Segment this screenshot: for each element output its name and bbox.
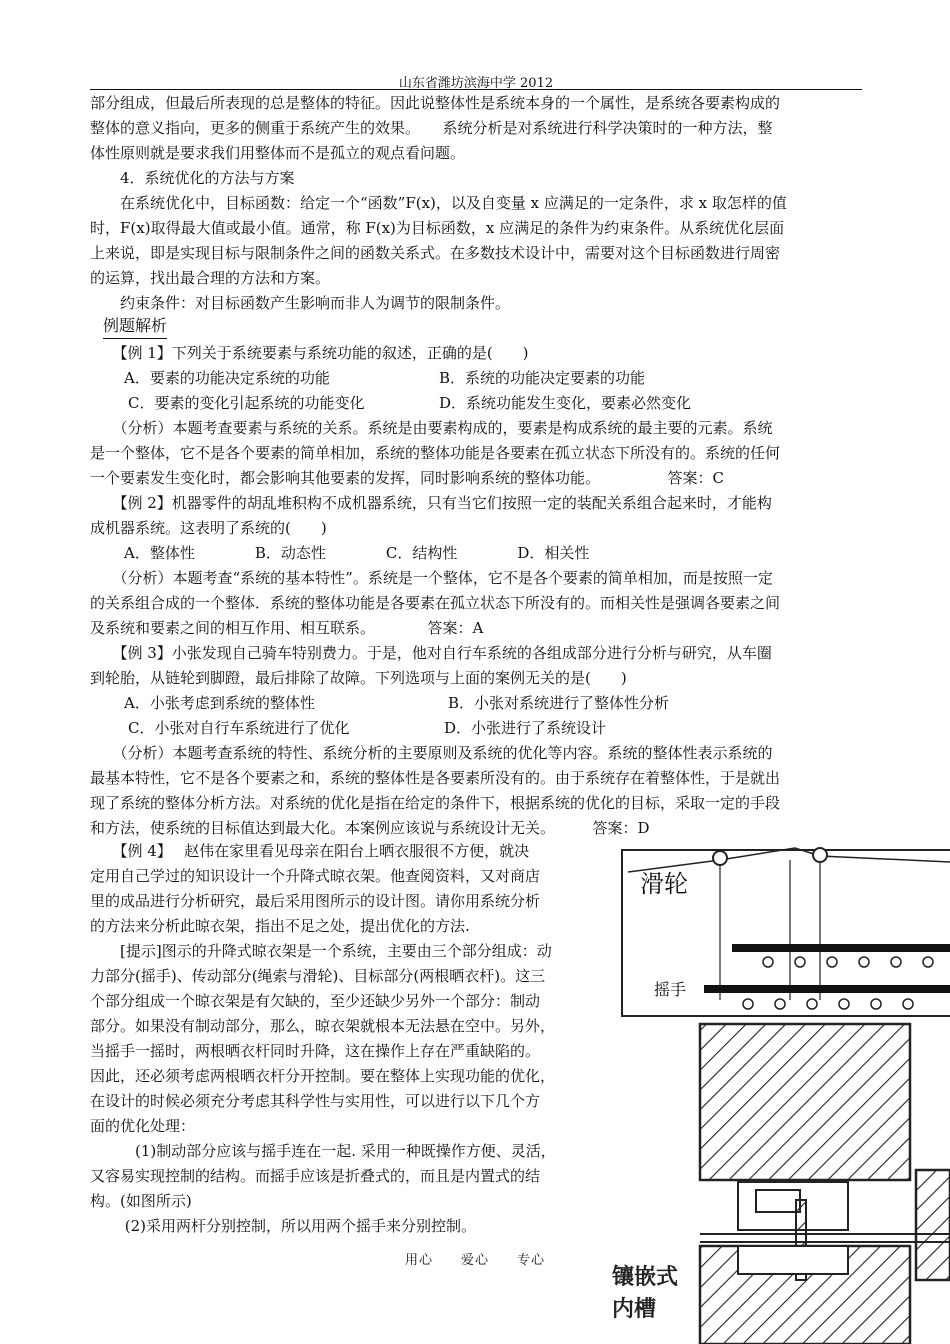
examples-heading: 例题解析	[103, 315, 167, 339]
example-3-option-c: C．小张对自行车系统进行了优化	[128, 719, 350, 737]
point-line: (2)采用两杆分别控制，所以用两个摇手来分别控制。	[90, 1217, 477, 1235]
section-4-line: 时，F(x)取得最大值或最小值。通常，称 F(x)为目标函数，x 应满足的条件为约束条件。从系统优化层面	[90, 219, 785, 237]
hanger-ring-icon	[807, 999, 817, 1009]
analysis-line: （分析）本题考查要素与系统的关系。系统是由要素构成的，要素是构成系统的最主要的元素。系统	[90, 419, 773, 437]
hint-line: 当摇手一摇时，两根晒衣杆同时升降，这在操作上存在严重缺陷的。	[90, 1042, 541, 1060]
section-4-line: 约束条件：对目标函数产生影响而非人为调节的限制条件。	[90, 294, 511, 312]
analysis-line: 是一个整体，它不是各个要素的简单相加，系统的整体功能是各要素在孤立状态下所没有的。系统的任何	[90, 444, 781, 462]
hanger-ring-icon	[795, 957, 805, 967]
example-3-analysis	[90, 741, 862, 841]
section-4-line: 上来说，即是实现目标与限制条件之间的函数关系式。在多数技术设计中，需要对这个目标函数进行周密	[90, 244, 781, 262]
section-4-line: 在系统优化中，目标函数：给定一个“函数”F(x)，以及自变量 x 应满足的一定条件，求 x 取怎样的值	[90, 194, 787, 212]
hint-line: 面的优化处理：	[90, 1117, 196, 1135]
example-2-analysis	[90, 566, 862, 641]
hanger-ring-icon	[871, 999, 881, 1009]
section-4-title: 4．系统优化的方法与方案	[90, 169, 295, 187]
analysis-line: （分析）本题考查“系统的基本特性”。系统是一个整体，它不是各个要素的简单相加，而是按照一定	[90, 569, 773, 587]
pulley-icon	[813, 848, 827, 862]
groove-label-line: 内槽	[612, 1297, 657, 1322]
question-line: 定用自己学过的知识设计一个升降式晾衣架。他查阅资料，又对商店	[90, 867, 541, 885]
analysis-line: 及系统和要素之间的相互作用、相互联系。 答案：A	[90, 619, 484, 637]
header-rule	[90, 89, 862, 90]
example-3-option-b: B．小张对系统进行了整体性分析	[448, 694, 670, 712]
question-line: 的方法来分析此晾衣架，指出不足之处，提出优化的方法.	[90, 917, 470, 935]
page-header: 山东省潍坊滨海中学 2012	[398, 76, 554, 91]
example-4-question	[90, 839, 604, 939]
groove-insert	[756, 1190, 800, 1212]
analysis-line: 一个要素发生变化时，都会影响其他要素的发挥，同时影响系统的整体功能。 答案：C	[90, 469, 724, 487]
hanger-ring-icon	[743, 999, 753, 1009]
hint-line: [提示]图示的升降式晾衣架是一个系统，主要由三个部分组成：动	[90, 942, 552, 960]
example-4-points	[90, 1139, 604, 1239]
intro-line: 体性原则就是要求我们用整体而不是孤立的观点看问题。	[90, 144, 466, 162]
example-1-question: 【例 1】下列关于系统要素与系统功能的叙述，正确的是( )	[90, 344, 529, 362]
hanger-ring-icon	[923, 957, 933, 967]
example-3-option-d: D．小张进行了系统设计	[444, 719, 607, 737]
analysis-line: 现了系统的整体分析方法。对系统的优化是指在给定的条件下，根据系统的优化的目标，采取一定的手段	[90, 794, 781, 812]
example-1-option-c: C．要素的变化引起系统的功能变化	[128, 394, 365, 412]
analysis-line: 最基本特性，它不是各个要素之和，系统的整体性是各要素所没有的。由于系统存在着整体性，于是就出	[90, 769, 781, 787]
drying-pole	[732, 944, 950, 952]
groove-label-box	[612, 1262, 698, 1342]
hint-line: 在设计的时候必须充分考虑其科学性与实用性，可以进行以下几个方	[90, 1092, 541, 1110]
analysis-line: 和方法，使系统的目标值达到最大化。本案例应该说与系统设计无关。 答案：D	[90, 819, 650, 837]
point-line: (1)制动部分应该与摇手连在一起. 采用一种既操作方便、灵活，	[90, 1142, 556, 1160]
example-1-option-a: A．要素的功能决定系统的功能	[124, 369, 330, 387]
hint-line: 力部分(摇手)、传动部分(绳索与滑轮)、目标部分(两根晒衣杆)。这三	[90, 967, 546, 985]
hanger-ring-icon	[763, 957, 773, 967]
section-4	[90, 166, 862, 316]
crank-label: 摇手	[654, 980, 687, 999]
example-1-option-d: D．系统功能发生变化，要素必然变化	[439, 394, 692, 412]
example-3-question	[90, 641, 862, 691]
hint-line: 部分。如果没有制动部分，那么，晾衣架就根本无法悬在空中。另外，	[90, 1017, 556, 1035]
example-3-option-a: A．小张考虑到系统的整体性	[124, 694, 315, 712]
hanger-ring-icon	[839, 999, 849, 1009]
intro-line: 部分组成，但最后所表现的总是整体的特征。因此说整体性是系统本身的一个属性，是系统各要素构成的	[90, 94, 781, 112]
hanger-ring-icon	[827, 957, 837, 967]
question-line: 成机器系统。这表明了系统的( )	[90, 519, 327, 537]
hanger-ring-icon	[891, 957, 901, 967]
pulley-icon	[713, 851, 727, 865]
question-line: 里的成品进行分析研究，最后采用图所示的设计图。请你用系统分析	[90, 892, 541, 910]
hanger-ring-icon	[859, 957, 869, 967]
page-footer: 用心 爱心 专心	[404, 1253, 545, 1268]
analysis-line: （分析）本题考查系统的特性、系统分析的主要原则及系统的优化等内容。系统的整体性表示系统的	[90, 744, 773, 762]
analysis-line: 的关系组合成的一个整体．系统的整体功能是各要素在孤立状态下所没有的。而相关性是强调各要素之间	[90, 594, 781, 612]
drying-pole	[704, 985, 950, 993]
hanger-ring-icon	[775, 999, 785, 1009]
question-line: 【例 4】 赵伟在家里看见母亲在阳台上晒衣服很不方便，就决	[90, 842, 530, 860]
intro-line: 整体的意义指向，更多的侧重于系统产生的效果。 系统分析是对系统进行科学决策时的一种方法，整	[90, 119, 773, 137]
hanger-ring-icon	[903, 999, 913, 1009]
example-1-option-b: B．系统的功能决定要素的功能	[439, 369, 646, 387]
upper-block	[700, 1024, 910, 1180]
section-4-line: 的运算，找出最合理的方法和方案。	[90, 269, 331, 287]
question-line: 到轮胎，从链轮到脚蹬，最后排除了故障。下列选项与上面的案例无关的是( )	[90, 669, 627, 687]
groove-label-line: 镶嵌式	[612, 1265, 679, 1290]
clothes-rack-diagram	[620, 840, 950, 1018]
example-2-options: A．整体性 B．动态性 C．结构性 D．相关性	[124, 544, 590, 562]
point-line: 又容易实现控制的结构。而摇手应该是折叠式的，而且是内置式的结	[90, 1167, 541, 1185]
embedded-groove-diagram	[690, 1020, 950, 1344]
example-1-analysis	[90, 416, 862, 491]
question-line: 【例 2】机器零件的胡乱堆积构不成机器系统，只有当它们按照一定的装配关系组合起来时，才能构	[90, 494, 772, 512]
question-line: 【例 3】小张发现自己骑车特别费力。于是，他对自行车系统的各组成部分进行分析与研究，从车圈	[90, 644, 772, 662]
hint-line: 个部分组成一个晾衣架是有欠缺的，至少还缺少另外一个部分：制动	[90, 992, 541, 1010]
example-2-question	[90, 491, 862, 541]
intro-paragraph	[90, 91, 862, 166]
point-line: 构。(如图所示)	[90, 1192, 192, 1210]
hint-line: 因此，还必须考虑两根晒衣杆分开控制。要在整体上实现功能的优化，	[90, 1067, 556, 1085]
example-4-hint	[90, 939, 604, 1139]
pulley-label: 滑轮	[640, 870, 688, 898]
